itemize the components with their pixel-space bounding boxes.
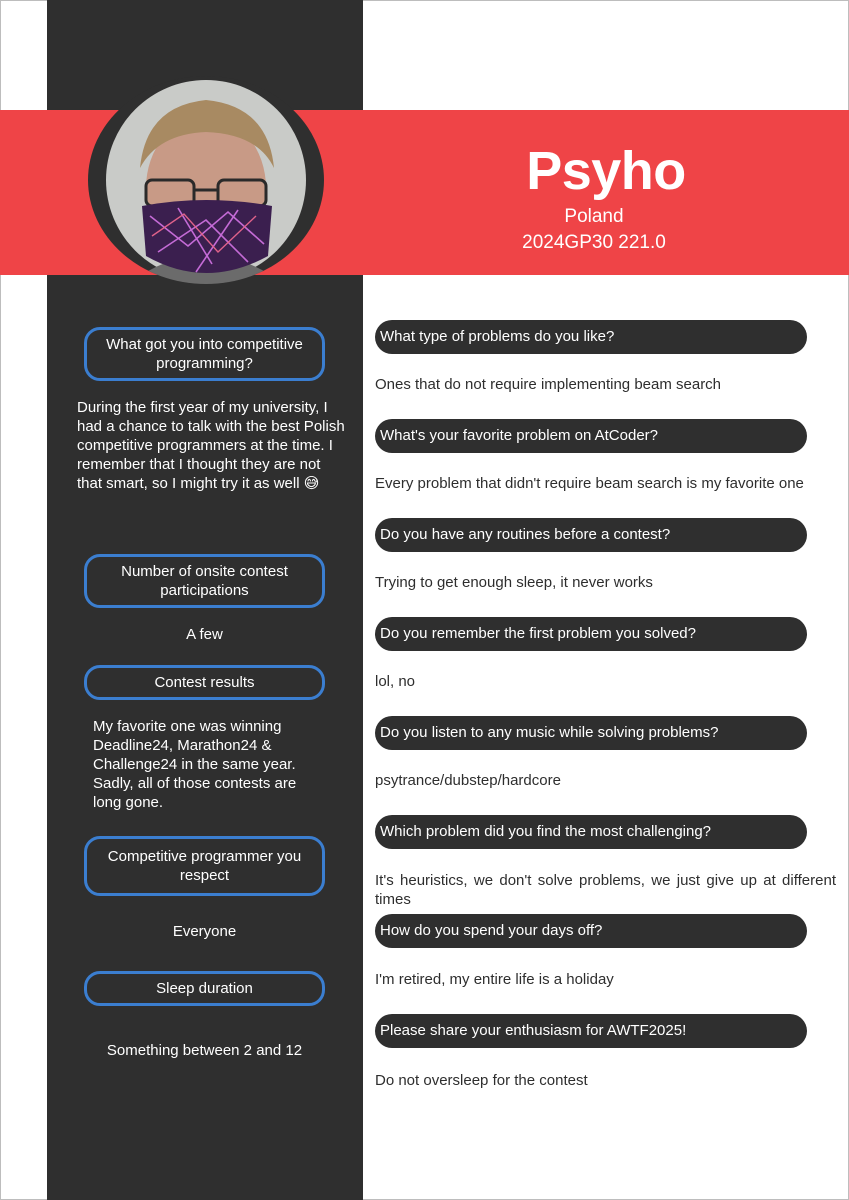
sidebar-answer: Something between 2 and 12 bbox=[106, 1042, 303, 1059]
profile-photo-illustration bbox=[88, 76, 324, 284]
sidebar-question: Contest results bbox=[84, 665, 325, 700]
answer-text: It's heuristics, we don't solve problems, we just give up at different times bbox=[375, 872, 836, 908]
answer-text: psytrance/dubstep/hardcore bbox=[375, 772, 561, 789]
sidebar-question: Sleep duration bbox=[84, 971, 325, 1006]
answer-text: Every problem that didn't require beam search is my favorite one bbox=[375, 475, 804, 492]
sidebar-answer: During the first year of my university, I had a chance to talk with the best Polish competitive programmers at the time. I remember that I thought they are not that smart, so I might try it as well 😅 bbox=[77, 399, 345, 492]
profile-photo bbox=[88, 76, 324, 284]
answer-text: lol, no bbox=[375, 673, 416, 690]
profile-country: Poland bbox=[564, 206, 624, 227]
question-pill: What type of problems do you like? bbox=[375, 320, 807, 354]
sidebar-question: Competitive programmer you respect bbox=[84, 836, 325, 896]
answer-text: Ones that do not require implementing beam search bbox=[375, 376, 722, 393]
question-pill: What's your favorite problem on AtCoder? bbox=[375, 419, 807, 453]
sidebar-question: What got you into competitive programming? bbox=[84, 327, 325, 381]
question-pill: Do you listen to any music while solving problems? bbox=[375, 716, 807, 750]
sidebar-answer: Everyone bbox=[172, 923, 237, 940]
question-pill: Which problem did you find the most challenging? bbox=[375, 815, 807, 849]
answer-text: I'm retired, my entire life is a holiday bbox=[375, 971, 614, 988]
question-pill: How do you spend your days off? bbox=[375, 914, 807, 948]
sidebar-answer: A few bbox=[186, 626, 223, 643]
answer-text: Do not oversleep for the contest bbox=[375, 1072, 588, 1089]
question-pill: Please share your enthusiasm for AWTF2025! bbox=[375, 1014, 807, 1048]
profile-name: Psyho bbox=[526, 141, 686, 201]
profile-rank: 2024GP30 221.0 bbox=[522, 232, 666, 253]
answer-text: Trying to get enough sleep, it never works bbox=[375, 574, 653, 591]
question-pill: Do you remember the first problem you solved? bbox=[375, 617, 807, 651]
sidebar-answer: My favorite one was winning Deadline24, Marathon24 & Challenge24 in the same year. Sadly, all of those contests are long gone. bbox=[93, 718, 297, 811]
sidebar-question: Number of onsite contest participations bbox=[84, 554, 325, 608]
question-pill: Do you have any routines before a contest? bbox=[375, 518, 807, 552]
